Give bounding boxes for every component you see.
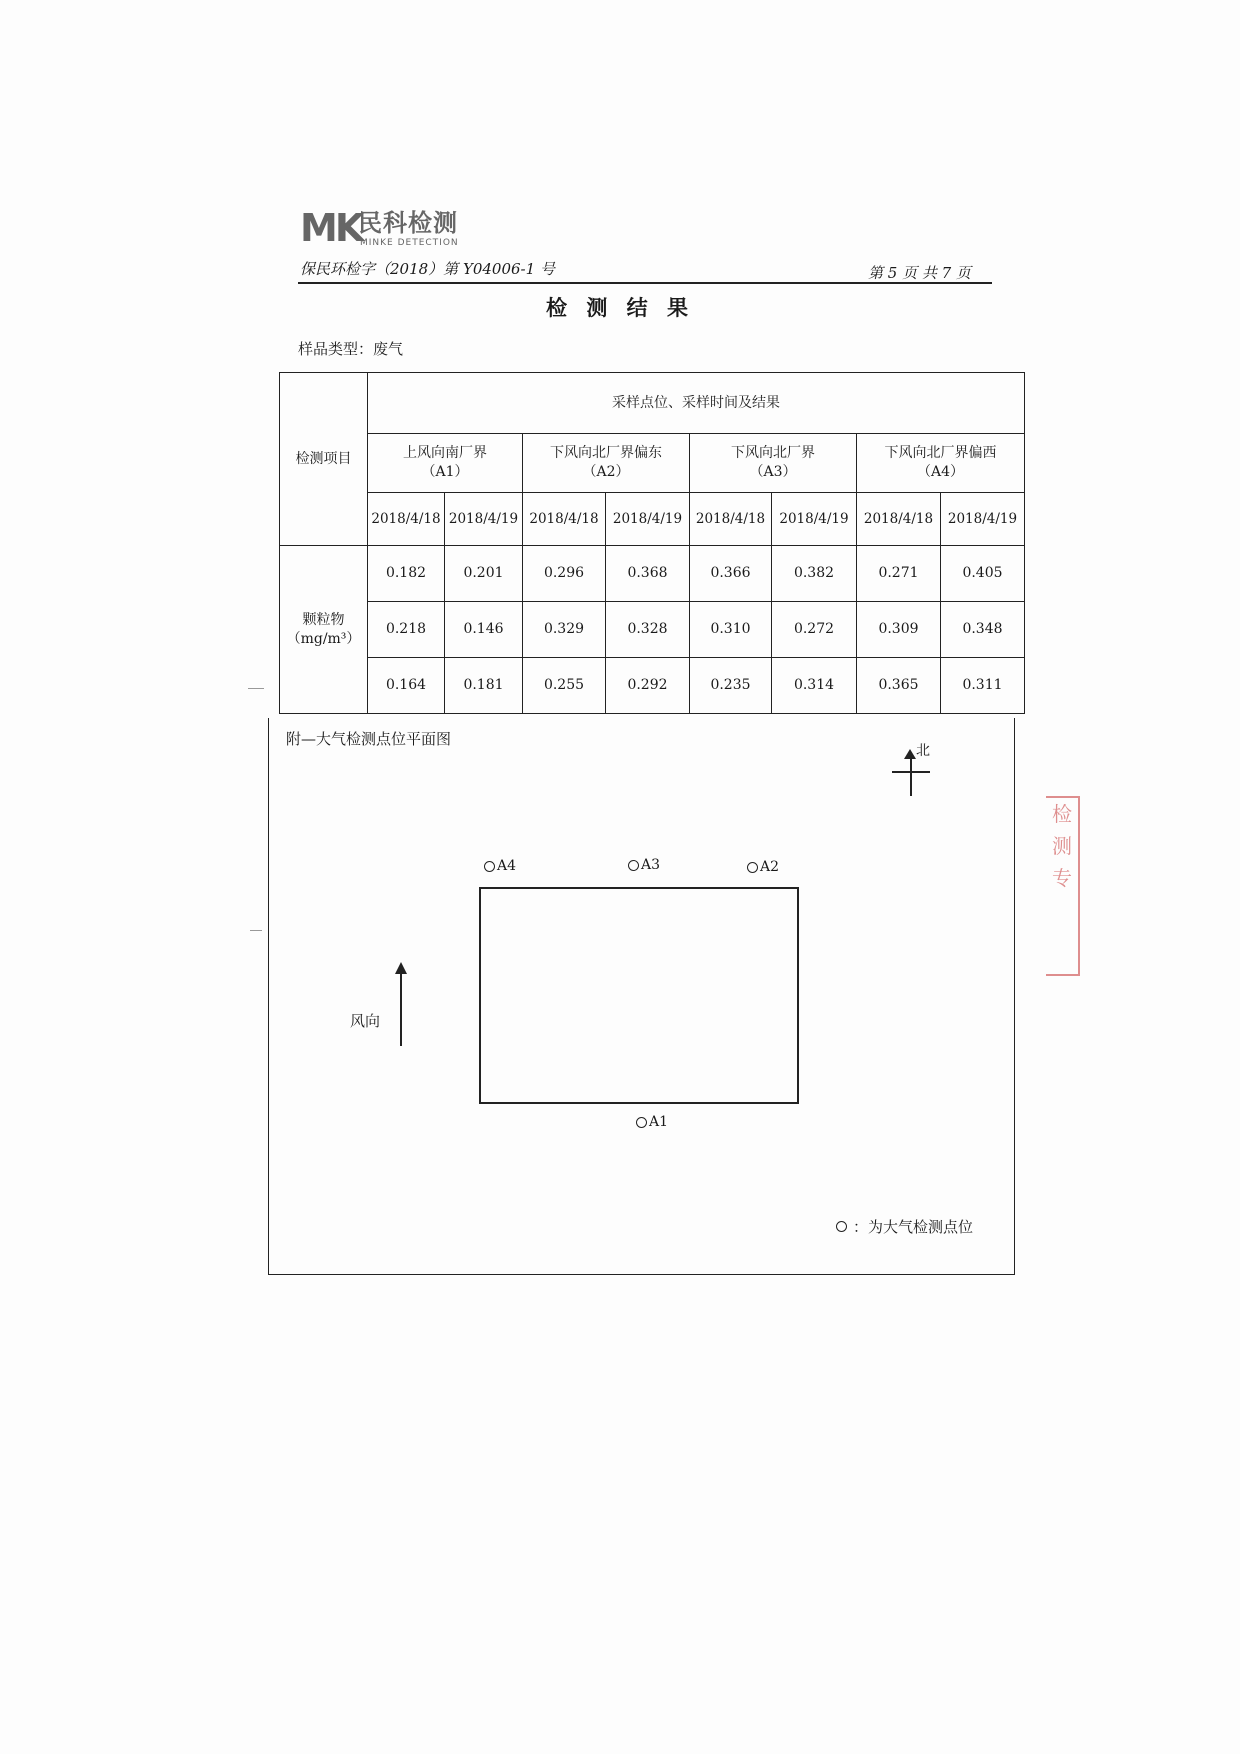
- value-cell: 0.201: [445, 546, 523, 602]
- point-code: （A2）: [582, 464, 630, 480]
- value-cell: 0.368: [606, 546, 690, 602]
- circle-marker-icon: [484, 861, 495, 872]
- point-header-a4: [857, 434, 1025, 493]
- seal-stamp: [1046, 796, 1080, 976]
- value-cell: 0.164: [368, 658, 445, 714]
- value-cell: 0.311: [941, 658, 1025, 714]
- sample-type: 样品类型：废气: [298, 340, 404, 358]
- circle-marker-icon: [747, 862, 758, 873]
- value-cell: 0.272: [772, 602, 857, 658]
- date-cell: 2018/4/18: [690, 493, 772, 546]
- report-number: 保民环检字（2018）第 Y04006-1 号: [300, 260, 555, 278]
- logo-chinese-name: 民科检测: [358, 209, 458, 237]
- point-header-a2: [523, 434, 690, 493]
- circle-marker-icon: [836, 1221, 847, 1232]
- legend-text: ：为大气检测点位: [853, 1218, 974, 1236]
- logo-mark: MK: [300, 206, 362, 250]
- table-row: [280, 602, 1025, 658]
- circle-marker-icon: [636, 1117, 647, 1128]
- date-cell: 2018/4/19: [772, 493, 857, 546]
- value-cell: 0.365: [857, 658, 941, 714]
- wind-direction-label: 风向: [350, 1012, 381, 1030]
- value-cell: 0.329: [523, 602, 606, 658]
- value-cell: 0.405: [941, 546, 1025, 602]
- north-arrow-shaft: [910, 756, 912, 796]
- point-code: （A1）: [421, 464, 469, 480]
- circle-marker-icon: [628, 860, 639, 871]
- value-cell: 0.382: [772, 546, 857, 602]
- value-cell: 0.309: [857, 602, 941, 658]
- point-label: A2: [760, 859, 780, 875]
- page-number: 第 5 页 共 7 页: [868, 264, 971, 282]
- date-cell: 2018/4/19: [445, 493, 523, 546]
- value-cell: 0.296: [523, 546, 606, 602]
- map-legend: [836, 1216, 973, 1237]
- stamp-char: 测: [1052, 834, 1072, 858]
- scan-margin-mark: [250, 930, 262, 931]
- point-header-a1: [368, 434, 523, 493]
- point-label: A1: [649, 1114, 669, 1130]
- company-logo: [300, 208, 470, 252]
- item-unit: （mg/m³）: [286, 630, 361, 647]
- value-cell: 0.271: [857, 546, 941, 602]
- value-cell: 0.255: [523, 658, 606, 714]
- north-label: 北: [916, 743, 930, 759]
- sampling-point-a4: [484, 858, 516, 874]
- scan-margin-mark: [248, 688, 264, 689]
- group-header-cell: 采样点位、采样时间及结果: [368, 373, 1025, 434]
- document-title: 检 测 结 果: [546, 295, 694, 320]
- point-name: 下风向北厂界: [731, 445, 815, 461]
- date-cell: 2018/4/19: [606, 493, 690, 546]
- value-cell: 0.218: [368, 602, 445, 658]
- item-header-cell: 检测项目: [280, 373, 368, 546]
- logo-english-name: MINKE DETECTION: [360, 238, 459, 248]
- table-row: [280, 658, 1025, 714]
- north-arrow-crossbar: [892, 771, 930, 773]
- point-name: 下风向北厂界偏东: [550, 445, 662, 461]
- value-cell: 0.181: [445, 658, 523, 714]
- point-label: A4: [497, 858, 517, 874]
- value-cell: 0.328: [606, 602, 690, 658]
- item-name: 颗粒物: [302, 611, 345, 628]
- wind-direction-arrow-shaft: [400, 972, 402, 1046]
- date-cell: 2018/4/18: [857, 493, 941, 546]
- item-name-cell: [280, 546, 368, 714]
- header-divider: [298, 282, 992, 284]
- date-cell: 2018/4/18: [368, 493, 445, 546]
- value-cell: 0.235: [690, 658, 772, 714]
- point-code: （A3）: [749, 464, 797, 480]
- stamp-char: 专: [1052, 866, 1072, 890]
- value-cell: 0.182: [368, 546, 445, 602]
- value-cell: 0.292: [606, 658, 690, 714]
- date-cell: 2018/4/18: [523, 493, 606, 546]
- sampling-point-a1: [636, 1114, 668, 1130]
- plant-boundary: [479, 887, 799, 1104]
- value-cell: 0.310: [690, 602, 772, 658]
- point-code: （A4）: [916, 464, 965, 480]
- date-cell: 2018/4/19: [941, 493, 1025, 546]
- point-name: 下风向北厂界偏西: [884, 445, 997, 461]
- stamp-char: 检: [1052, 802, 1072, 826]
- value-cell: 0.146: [445, 602, 523, 658]
- point-name: 上风向南厂界: [403, 445, 487, 461]
- value-cell: 0.348: [941, 602, 1025, 658]
- map-title: 附—大气检测点位平面图: [286, 730, 452, 748]
- value-cell: 0.366: [690, 546, 772, 602]
- table-row: [280, 546, 1025, 602]
- sampling-point-a2: [747, 859, 779, 875]
- results-table: [279, 372, 1025, 714]
- point-header-a3: [690, 434, 857, 493]
- sampling-point-a3: [628, 857, 660, 873]
- point-label: A3: [641, 857, 661, 873]
- value-cell: 0.314: [772, 658, 857, 714]
